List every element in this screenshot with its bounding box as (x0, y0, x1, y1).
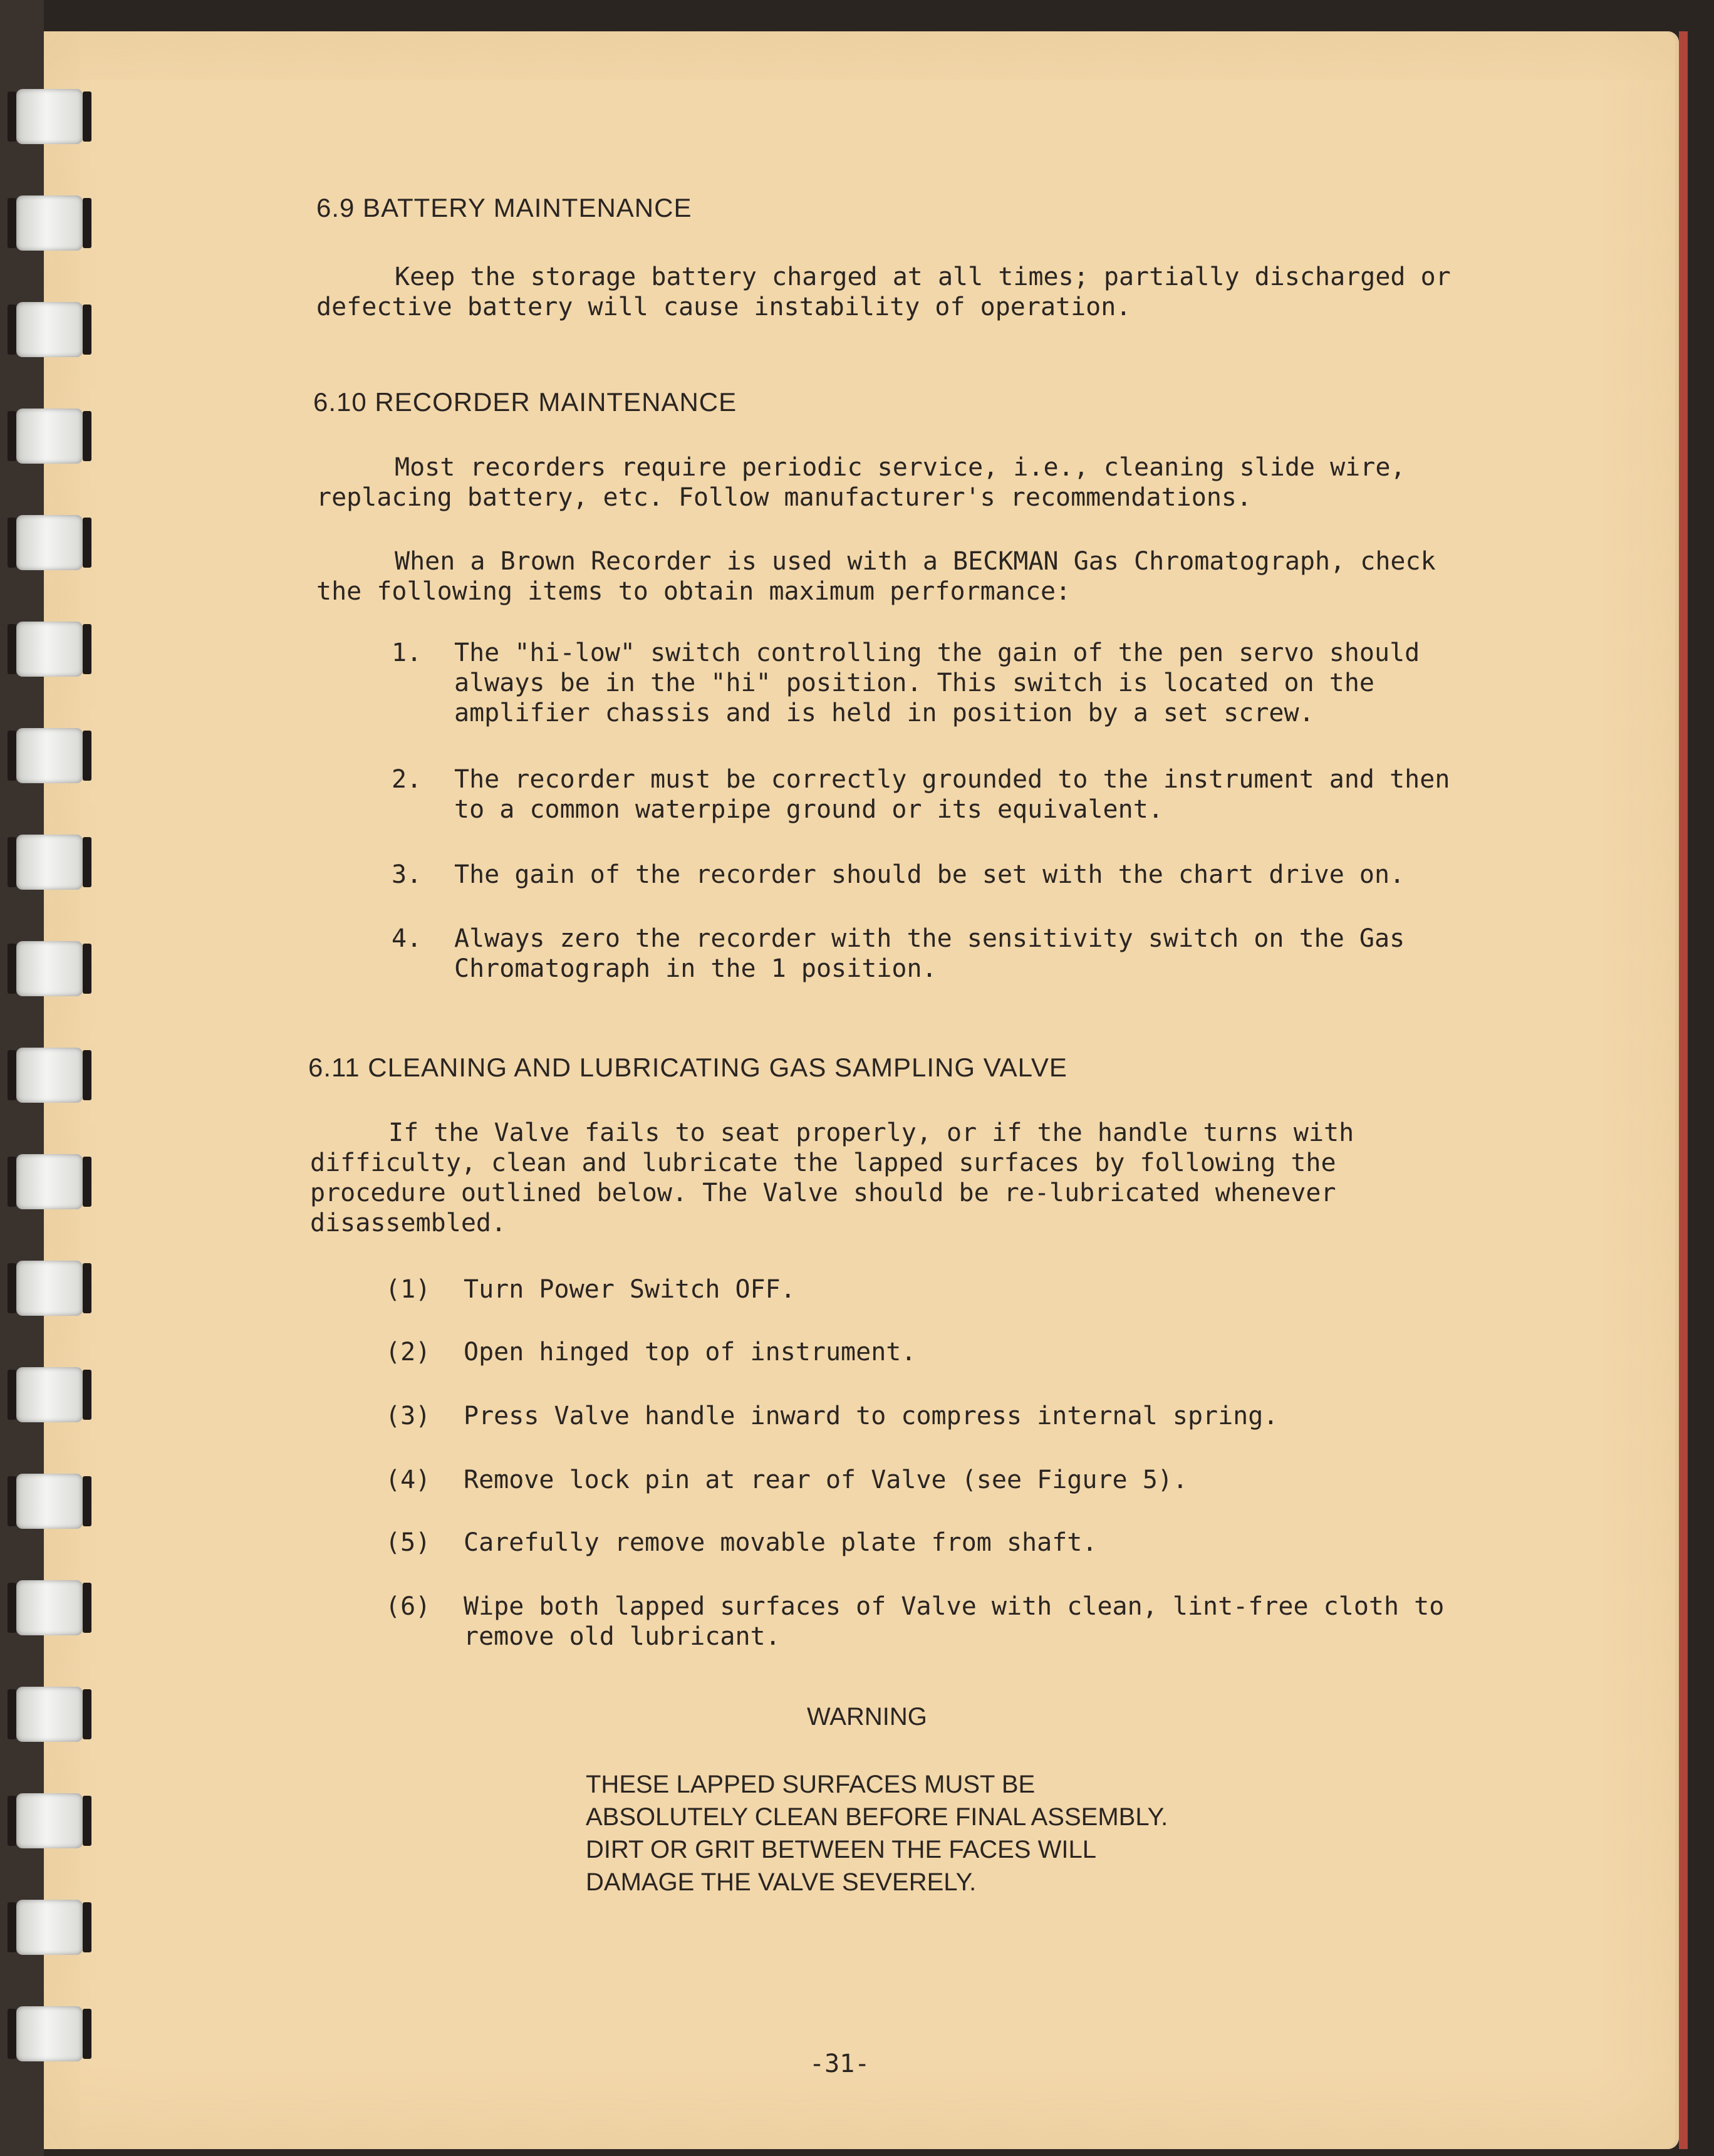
binding-ring (8, 1046, 95, 1104)
valve-paragraph: If the Valve fails to seat properly, or if the handle turns with difficulty, clean and lubricate the lapped surfaces by following the procedure outlined below. The Valve should be re-lubricated whenever disassembled. (310, 1118, 1354, 1237)
step-number: (1) (385, 1275, 431, 1304)
list-item-number: 1. (392, 638, 422, 667)
step-text: Turn Power Switch OFF. (464, 1275, 796, 1304)
list-item-text: The "hi-low" switch controlling the gain of the pen servo should always be in the "hi" position. This switch is located on the amplifier chassis and is held in position by a set screw. (454, 638, 1420, 727)
step-number: (4) (385, 1466, 431, 1494)
binding-ring (8, 620, 95, 678)
step-number: (2) (385, 1338, 431, 1367)
list-item-text: The gain of the recorder should be set with the chart drive on. (454, 860, 1405, 889)
binding-ring (8, 1898, 95, 1956)
binding-ring (8, 407, 95, 465)
list-item-text: Always zero the recorder with the sensitivity switch on the Gas Chromatograph in the 1 position. (454, 924, 1405, 983)
binding-ring (8, 940, 95, 997)
step-number: (5) (385, 1528, 431, 1557)
step-number: (6) (385, 1592, 431, 1621)
warning-text: THESE LAPPED SURFACES MUST BE ABSOLUTELY CLEAN BEFORE FINAL ASSEMBLY. DIRT OR GRIT BETWEEN THE FACES WILL DAMAGE THE VALVE SEVERELY. (586, 1771, 1168, 1896)
recorder-paragraph-2: When a Brown Recorder is used with a BECKMAN Gas Chromatograph, check the following items to obtain maximum performance: (316, 547, 1436, 606)
binding-ring (8, 1792, 95, 1850)
section-heading-recorder: 6.10 RECORDER MAINTENANCE (313, 387, 737, 417)
binding-ring (8, 833, 95, 891)
binding-ring (8, 88, 95, 145)
list-item-number: 3. (392, 860, 422, 889)
step-number: (3) (385, 1402, 431, 1430)
warning-title: WARNING (807, 1703, 927, 1731)
battery-paragraph: Keep the storage battery charged at all times; partially discharged or defective battery will cause instability of operation. (316, 263, 1451, 321)
binding-ring (8, 1153, 95, 1211)
binding-ring (8, 514, 95, 571)
binding-ring (8, 1366, 95, 1424)
cover-edge (1679, 31, 1688, 2149)
section-heading-battery: 6.9 BATTERY MAINTENANCE (316, 193, 692, 222)
list-item-number: 2. (392, 765, 422, 794)
binding-ring (8, 301, 95, 358)
binding-ring (8, 2005, 95, 2063)
page-number: -31- (809, 2049, 870, 2078)
binding-ring (8, 1259, 95, 1317)
step-text: Wipe both lapped surfaces of Valve with clean, lint-free cloth to remove old lubricant. (464, 1592, 1445, 1651)
recorder-paragraph-1: Most recorders require periodic service, i.e., cleaning slide wire, replacing battery, etc. Follow manufacturer's recommendations. (316, 453, 1406, 512)
binding-ring (8, 194, 95, 252)
list-item-text: The recorder must be correctly grounded to the instrument and then to a common waterpipe ground or its equivalent. (454, 765, 1450, 824)
binding-ring (8, 727, 95, 784)
step-text: Carefully remove movable plate from shaft. (464, 1528, 1098, 1557)
list-item-number: 4. (392, 924, 422, 953)
binding-ring (8, 1685, 95, 1743)
step-text: Press Valve handle inward to compress internal spring. (464, 1402, 1279, 1430)
section-heading-valve: 6.11 CLEANING AND LUBRICATING GAS SAMPLING VALVE (308, 1053, 1067, 1082)
step-text: Remove lock pin at rear of Valve (see Figure 5). (464, 1466, 1188, 1494)
step-text: Open hinged top of instrument. (464, 1338, 917, 1367)
binding-ring (8, 1579, 95, 1637)
binding-ring (8, 1472, 95, 1530)
